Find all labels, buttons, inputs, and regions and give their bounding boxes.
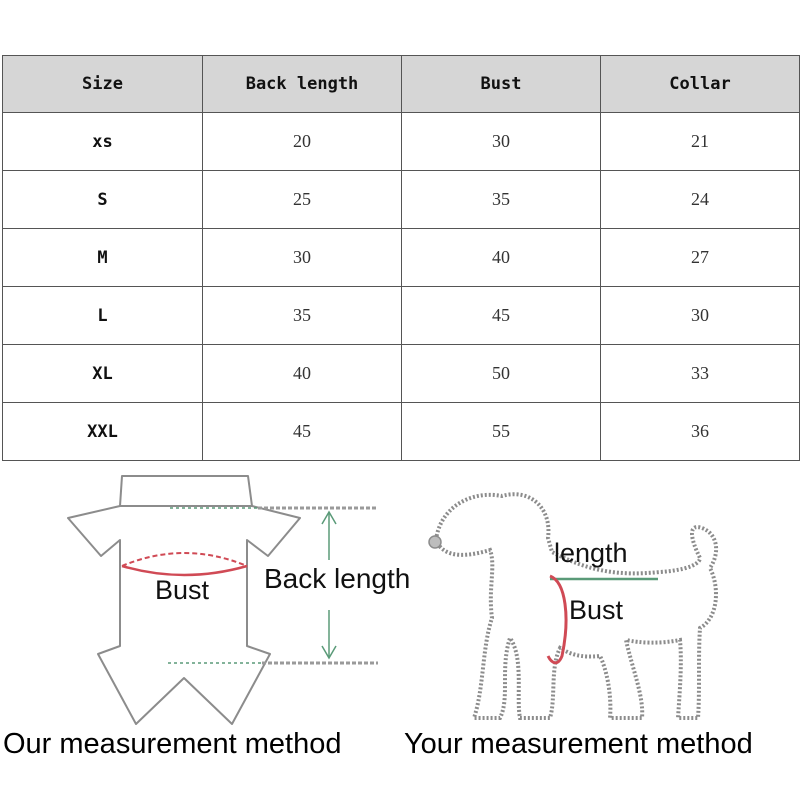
collar-cell: 33	[601, 345, 800, 403]
header-collar: Collar	[601, 56, 800, 113]
table-row	[3, 403, 800, 461]
bust-cell: 50	[402, 345, 601, 403]
dog-bust-measure-line	[548, 576, 566, 663]
collar-cell: 30	[601, 287, 800, 345]
back-length-cell: 20	[203, 113, 402, 171]
table-header-row	[3, 56, 800, 113]
header-size: Size	[3, 56, 203, 113]
table-row	[3, 113, 800, 171]
back-length-cell: 30	[203, 229, 402, 287]
size-cell: XXL	[3, 403, 203, 461]
back-length-cell: 40	[203, 345, 402, 403]
collar-cell: 36	[601, 403, 800, 461]
back-length-cell: 45	[203, 403, 402, 461]
collar-cell: 21	[601, 113, 800, 171]
back-length-cell: 25	[203, 171, 402, 229]
table-row	[3, 171, 800, 229]
collar-cell: 27	[601, 229, 800, 287]
header-back-length: Back length	[203, 56, 402, 113]
garment-collar	[120, 476, 252, 506]
bust-cell: 40	[402, 229, 601, 287]
bust-cell: 30	[402, 113, 601, 171]
dog-length-label: length	[554, 538, 628, 568]
header-bust: Bust	[402, 56, 601, 113]
size-cell: XL	[3, 345, 203, 403]
size-cell: xs	[3, 113, 203, 171]
our-method-caption: Our measurement method	[3, 728, 342, 760]
your-method-caption: Your measurement method	[404, 728, 753, 760]
garment-body	[68, 506, 300, 724]
bust-cell: 35	[402, 171, 601, 229]
size-chart-table	[2, 55, 800, 461]
table-row	[3, 345, 800, 403]
dog-eye-icon	[429, 536, 441, 548]
garment-back-length-label: Back length	[264, 563, 411, 594]
size-cell: L	[3, 287, 203, 345]
bust-cell: 45	[402, 287, 601, 345]
size-cell: M	[3, 229, 203, 287]
dog-bust-label: Bust	[569, 595, 624, 625]
table-row	[3, 229, 800, 287]
garment-bust-label: Bust	[155, 575, 210, 605]
collar-cell: 24	[601, 171, 800, 229]
back-length-cell: 35	[203, 287, 402, 345]
size-cell: S	[3, 171, 203, 229]
table-row	[3, 287, 800, 345]
bust-cell: 55	[402, 403, 601, 461]
